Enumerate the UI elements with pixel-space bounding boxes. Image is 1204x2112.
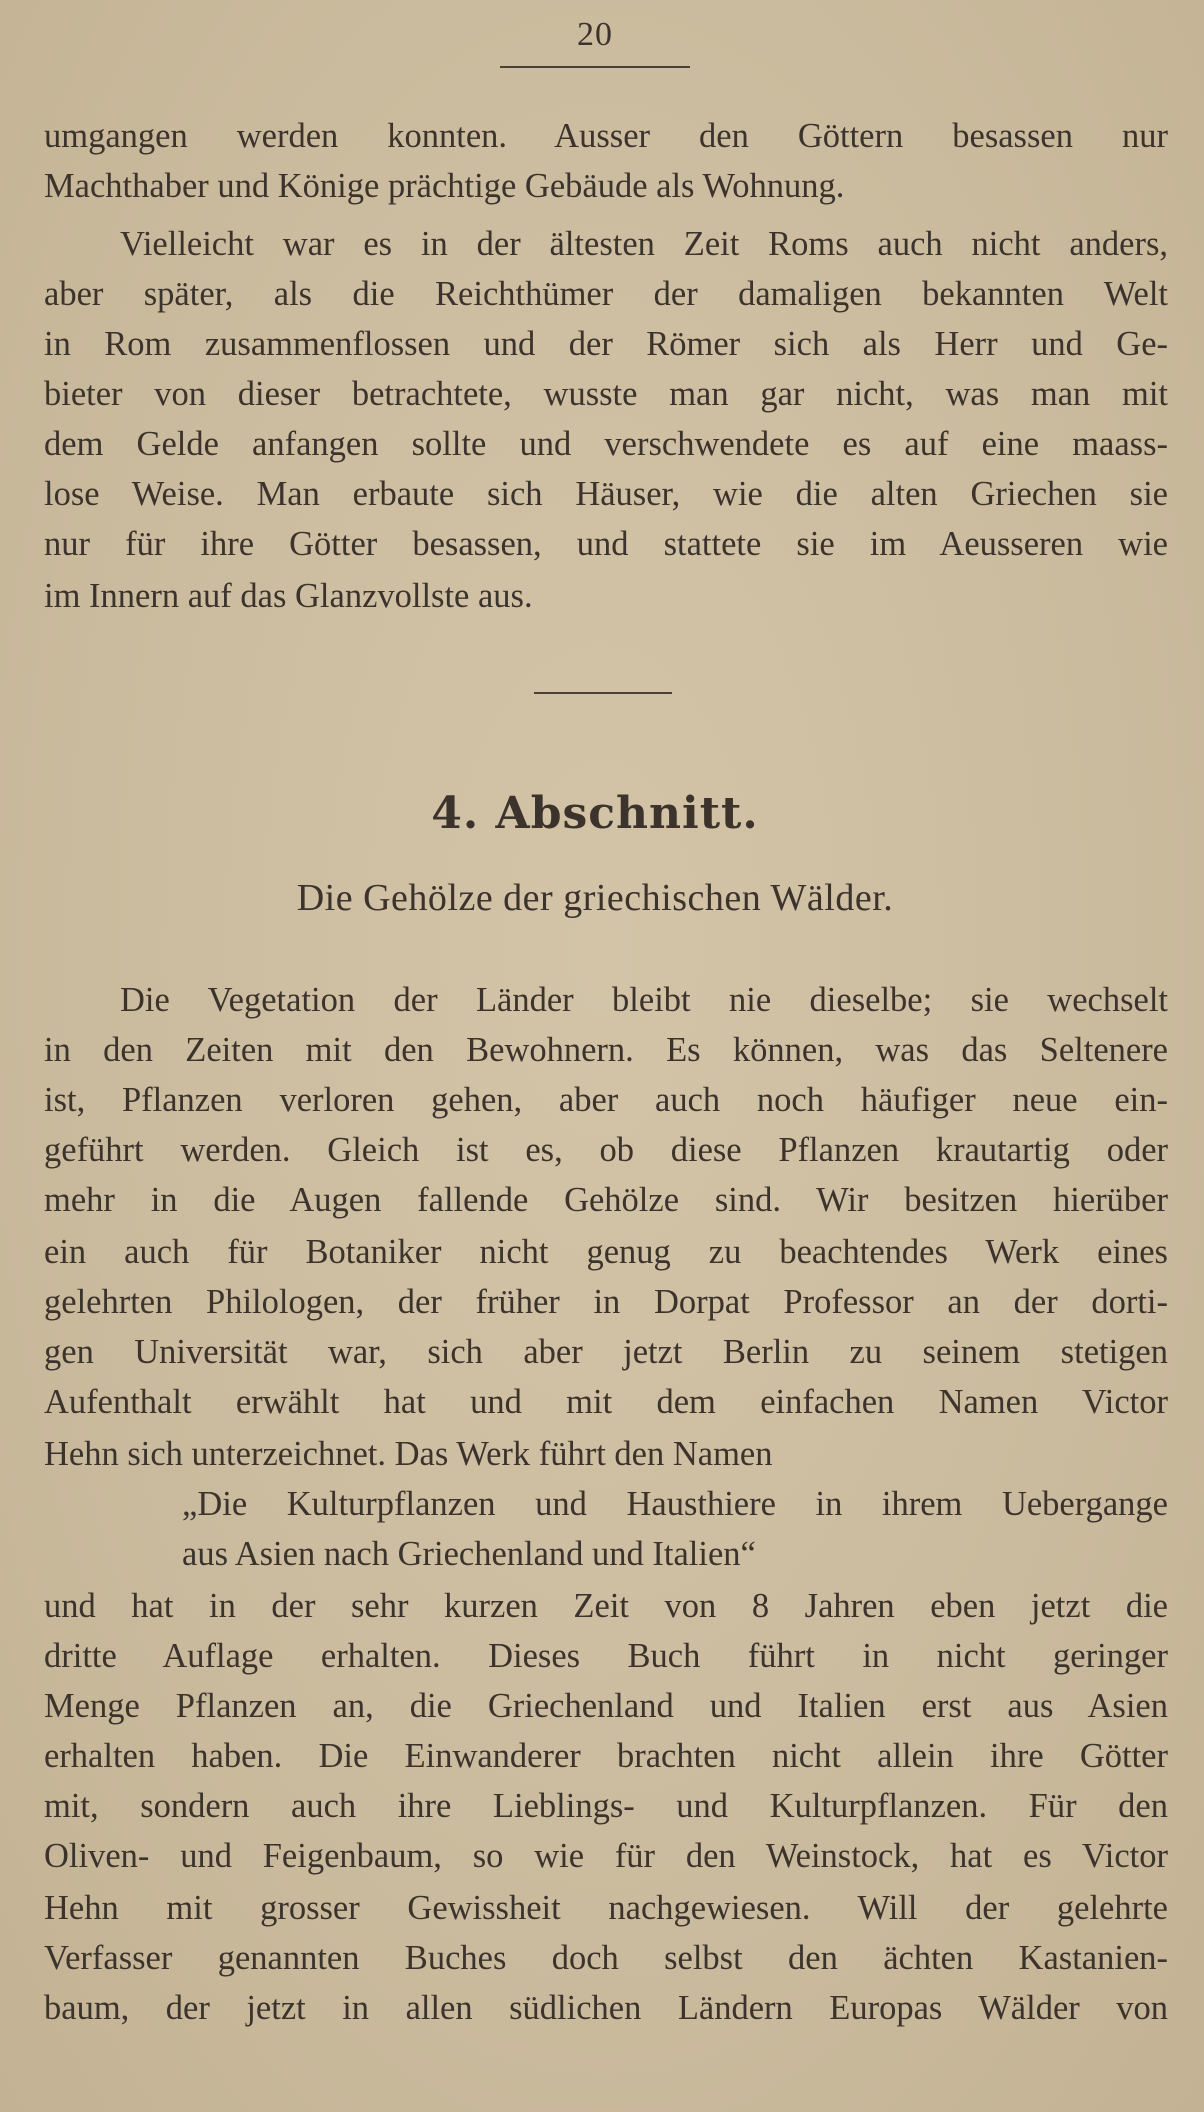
text-line: Hehn sich unterzeichnet. Das Werk führt den Namen <box>44 1435 773 1473</box>
text-line: baum, der jetzt in allen südlichen Ländern Europas Wälder von <box>44 1989 1168 2027</box>
text-line: Die Vegetation der Länder bleibt nie dieselbe; sie wechselt <box>120 981 1168 1019</box>
text-line: nur für ihre Götter besassen, und stattete sie im Aeusseren wie <box>44 525 1168 563</box>
text-line: dritte Auflage erhalten. Dieses Buch führt in nicht geringer <box>44 1637 1168 1675</box>
text-line: mit, sondern auch ihre Lieblings- und Kulturpflanzen. Für den <box>44 1787 1168 1825</box>
text-line: gen Universität war, sich aber jetzt Berlin zu seinem stetigen <box>44 1333 1168 1371</box>
text-line: bieter von dieser betrachtete, wusste man gar nicht, was man mit <box>44 375 1168 413</box>
text-line: gelehrten Philologen, der früher in Dorpat Professor an der dorti- <box>44 1283 1168 1321</box>
text-line: ist, Pflanzen verloren gehen, aber auch noch häufiger neue ein- <box>44 1081 1168 1119</box>
book-title-line: „Die Kulturpflanzen und Hausthiere in ihrem Uebergange <box>182 1485 1168 1523</box>
header-rule <box>500 66 690 68</box>
chapter-heading: 4. Abschnitt. <box>431 788 759 839</box>
text-line: Menge Pflanzen an, die Griechenland und Italien erst aus Asien <box>44 1687 1168 1725</box>
text-line: lose Weise. Man erbaute sich Häuser, wie die alten Griechen sie <box>44 475 1168 513</box>
text-line: aber später, als die Reichthümer der damaligen bekannten Welt <box>44 275 1168 313</box>
text-line: in Rom zusammenflossen und der Römer sich als Herr und Ge- <box>44 325 1168 363</box>
text-line: Verfasser genannten Buches doch selbst den ächten Kastanien- <box>44 1939 1168 1977</box>
text-line: in den Zeiten mit den Bewohnern. Es können, was das Seltenere <box>44 1031 1168 1069</box>
text-line: Machthaber und Könige prächtige Gebäude als Wohnung. <box>44 167 845 205</box>
text-line: Aufenthalt erwählt hat und mit dem einfachen Namen Victor <box>44 1383 1168 1421</box>
text-line: im Innern auf das Glanzvollste aus. <box>44 577 533 615</box>
section-divider <box>534 692 672 694</box>
book-title-line: aus Asien nach Griechenland und Italien“ <box>182 1535 756 1573</box>
text-line: Hehn mit grosser Gewissheit nachgewiesen. Will der gelehrte <box>44 1889 1168 1927</box>
chapter-subheading: Die Gehölze der griechischen Wälder. <box>296 877 894 919</box>
page-number: 20 <box>577 16 613 53</box>
text-line: dem Gelde anfangen sollte und verschwendete es auf eine maass- <box>44 425 1168 463</box>
text-line: erhalten haben. Die Einwanderer brachten nicht allein ihre Götter <box>44 1737 1168 1775</box>
text-line: ein auch für Botaniker nicht genug zu beachtendes Werk eines <box>44 1233 1168 1271</box>
text-line: mehr in die Augen fallende Gehölze sind. Wir besitzen hierüber <box>44 1181 1168 1219</box>
text-line: umgangen werden konnten. Ausser den Göttern besassen nur <box>44 117 1168 155</box>
text-line: Oliven- und Feigenbaum, so wie für den Weinstock, hat es Victor <box>44 1837 1168 1875</box>
text-line: geführt werden. Gleich ist es, ob diese Pflanzen krautartig oder <box>44 1131 1168 1169</box>
text-line: und hat in der sehr kurzen Zeit von 8 Jahren eben jetzt die <box>44 1587 1168 1625</box>
text-line: Vielleicht war es in der ältesten Zeit Roms auch nicht anders, <box>120 225 1168 263</box>
